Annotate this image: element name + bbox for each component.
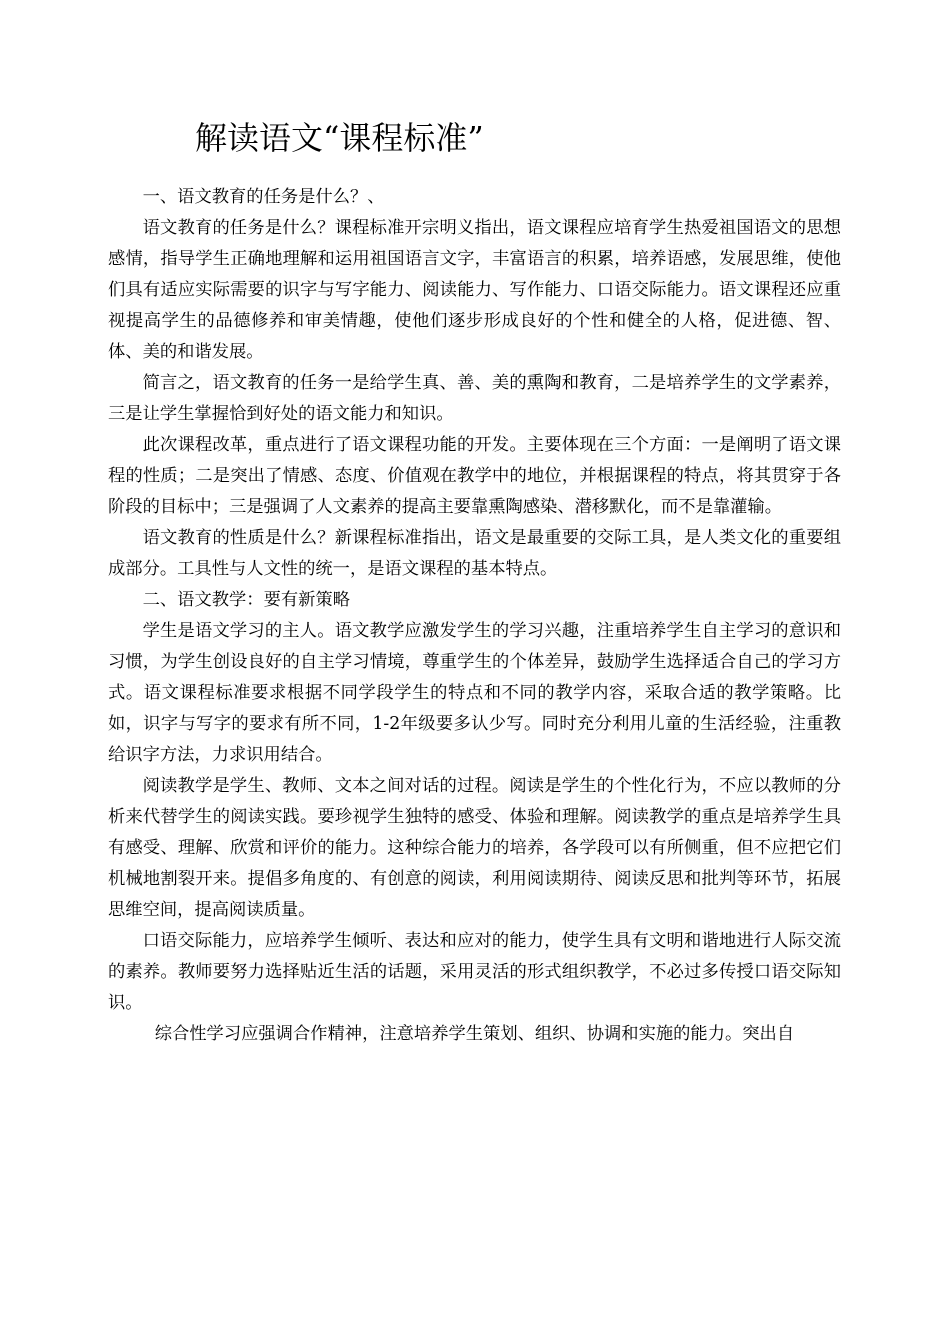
paragraph: 语文教育的任务是什么？课程标准开宗明义指出，语文课程应培育学生热爱祖国语文的思想感情，指导学生正确地理解和运用祖国语言文字，丰富语言的积累，培养语感，发展思维，使他们具有适应实际需要的识字与写字能力、阅读能力、写作能力、口语交际能力。语文课程还应重视提高学生的品德修养和审美情趣，使他们逐步形成良好的个性和健全的人格，促进德、智、体、美的和谐发展。 (108, 218, 841, 362)
section-heading-2: 二、语文教学：要有新策略 (142, 590, 350, 610)
paragraph: 简言之，语文教育的任务一是给学生真、善、美的熏陶和教育，二是培养学生的文学素养，三是让学生掌握恰到好处的语文能力和知识。 (108, 373, 841, 424)
paragraph: 口语交际能力，应培养学生倾听、表达和应对的能力，使学生具有文明和谐地进行人际交流的素养。教师要努力选择贴近生活的话题，采用灵活的形式组织教学，不必过多传授口语交际知识。 (108, 931, 841, 1013)
document-body (108, 182, 841, 1050)
paragraph: 综合性学习应强调合作精神，注意培养学生策划、组织、协调和实施的能力。突出自 (154, 1024, 795, 1044)
paragraph: 阅读教学是学生、教师、文本之间对话的过程。阅读是学生的个性化行为，不应以教师的分析来代替学生的阅读实践。要珍视学生独特的感受、体验和理解。阅读教学的重点是培养学生具有感受、理解、欣赏和评价的能力。这种综合能力的培养，各学段可以有所侧重，但不应把它们机械地割裂开来。提倡多角度的、有创意的阅读，利用阅读期待、阅读反思和批判等环节，拓展思维空间，提高阅读质量。 (108, 776, 841, 920)
paragraph: 学生是语文学习的主人。语文教学应激发学生的学习兴趣，注重培养学生自主学习的意识和习惯，为学生创设良好的自主学习情境，尊重学生的个体差异，鼓励学生选择适合自己的学习方式。语文课程标准要求根据不同学段学生的特点和不同的教学内容，采取合适的教学策略。比如，识字与写字的要求有所不同，1-2年级要多认少写。同时充分利用儿童的生活经验，注重教给识字方法，力求识用结合。 (108, 621, 841, 765)
section-heading-1: 一、语文教育的任务是什么？、 (142, 187, 385, 207)
paragraph: 语文教育的性质是什么？新课程标准指出，语文是最重要的交际工具，是人类文化的重要组成部分。工具性与人文性的统一，是语文课程的基本特点。 (108, 528, 841, 579)
document-title: 解读语文“课程标准” (195, 119, 484, 157)
paragraph: 此次课程改革，重点进行了语文课程功能的开发。主要体现在三个方面：一是阐明了语文课程的性质；二是突出了情感、态度、价值观在教学中的地位，并根据课程的特点，将其贯穿于各阶段的目标中；三是强调了人文素养的提高主要靠熏陶感染、潜移默化，而不是靠灌输。 (108, 435, 841, 517)
